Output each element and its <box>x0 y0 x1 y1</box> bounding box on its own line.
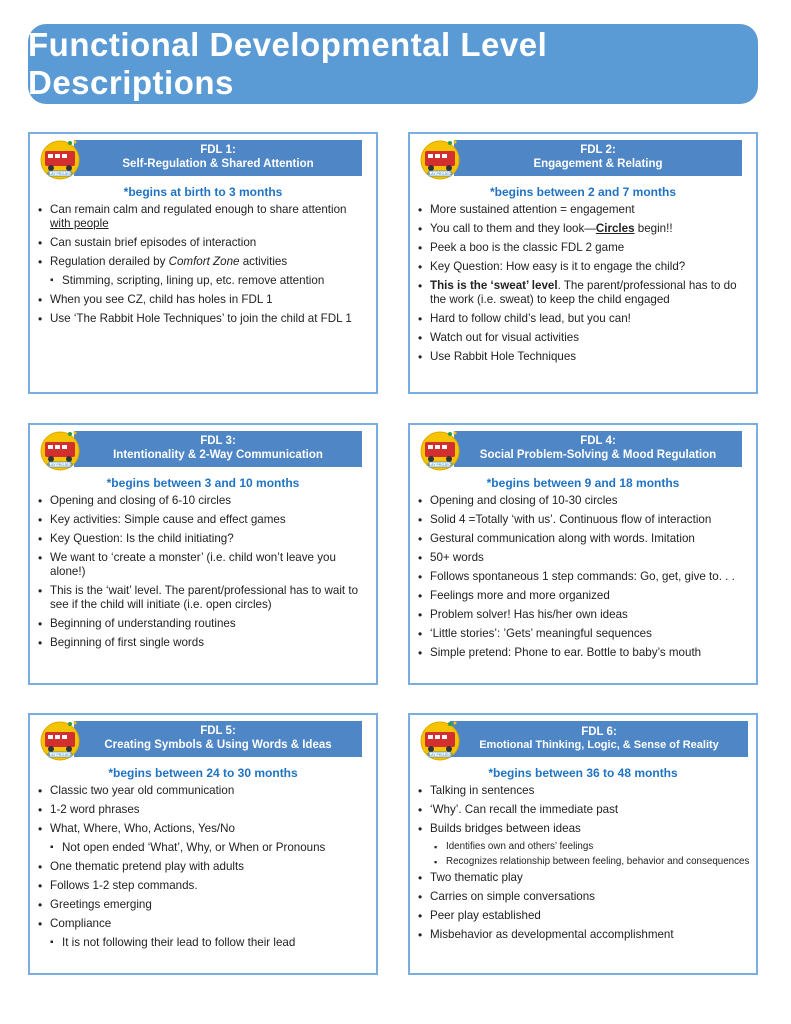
list-item: • Watch out for visual activities <box>416 331 750 345</box>
list-item: • Regulation derailed by Comfort Zone activities <box>36 255 370 269</box>
fdl-2-card <box>408 132 758 394</box>
list-item: • Carries on simple conversations <box>416 890 750 904</box>
card-title-band <box>454 431 742 467</box>
item-list <box>30 494 376 650</box>
list-item: • Key activities: Simple cause and effect games <box>36 513 370 527</box>
list-item: • Key Question: Is the child initiating? <box>36 532 370 546</box>
list-item: • More sustained attention = engagement <box>416 203 750 217</box>
fdl-6-card <box>408 713 758 975</box>
list-item: • Problem solver! Has his/her own ideas <box>416 608 750 622</box>
list-item: • This is the ‘sweat’ level. The parent/professional has to do the work (i.e. sweat) to keep the child engaged <box>416 279 750 307</box>
fdl-1-card <box>28 132 378 394</box>
card-header <box>30 425 376 473</box>
play-project-logo <box>36 717 84 761</box>
list-item: • Opening and closing of 10-30 circles <box>416 494 750 508</box>
begins-label: *begins between 9 and 18 months <box>486 476 680 490</box>
begins-label: *begins at birth to 3 months <box>123 185 283 199</box>
list-item: • Gestural communication along with words. Imitation <box>416 532 750 546</box>
list-item: • Two thematic play <box>416 871 750 885</box>
list-item: ▪ Identifies own and others’ feelings <box>416 841 750 853</box>
level-name: Intentionality & 2-Way Communication <box>113 449 323 461</box>
list-item: ▪ It is not following their lead to follow their lead <box>36 936 370 950</box>
list-item: • Beginning of first single words <box>36 636 370 650</box>
list-item: • We want to ‘create a monster’ (i.e. child won’t leave you alone!) <box>36 551 370 579</box>
item-list <box>30 784 376 950</box>
item-list <box>410 784 756 942</box>
list-item: • Opening and closing of 6-10 circles <box>36 494 370 508</box>
level-name: Emotional Thinking, Logic, & Sense of Reality <box>479 739 719 752</box>
list-item: • Beginning of understanding routines <box>36 617 370 631</box>
logo-text: PLAY PROJECT <box>426 463 454 467</box>
list-item: • ‘Why’. Can recall the immediate past <box>416 803 750 817</box>
begins-label: *begins between 24 to 30 months <box>108 766 298 780</box>
level-name: Engagement & Relating <box>533 158 663 170</box>
fdl-3-card <box>28 423 378 685</box>
level-label: FDL 4: <box>580 435 616 448</box>
card-header <box>30 134 376 182</box>
page-title: Functional Developmental Level Descriptions <box>28 26 548 101</box>
logo-text: PLAY PROJECT <box>46 753 74 757</box>
list-item: • Hard to follow child’s lead, but you can! <box>416 312 750 326</box>
list-item: ▪ Stimming, scripting, lining up, etc. remove attention <box>36 274 370 288</box>
list-item: • Follows 1-2 step commands. <box>36 879 370 893</box>
level-label: FDL 6: <box>581 725 617 738</box>
level-label: FDL 5: <box>200 725 236 738</box>
card-title-band <box>74 140 362 176</box>
list-item: • Simple pretend: Phone to ear. Bottle to baby’s mouth <box>416 646 750 660</box>
play-project-logo <box>416 427 464 471</box>
list-item: • This is the ‘wait’ level. The parent/professional has to wait to see if the child will initiate (i.e. open circles) <box>36 584 370 612</box>
item-list <box>410 494 756 660</box>
play-project-logo <box>416 136 464 180</box>
list-item: • 50+ words <box>416 551 750 565</box>
item-list <box>410 203 756 364</box>
logo-text: PLAY PROJECT <box>426 172 454 176</box>
card-title-band <box>74 721 362 757</box>
list-item: • Compliance <box>36 917 370 931</box>
list-item: • 1-2 word phrases <box>36 803 370 817</box>
list-item: • One thematic pretend play with adults <box>36 860 370 874</box>
card-title-band <box>74 431 362 467</box>
level-label: FDL 2: <box>580 144 616 157</box>
list-item: • ‘Little stories’: ’Gets’ meaningful sequences <box>416 627 750 641</box>
logo-text: PLAY PROJECT <box>46 463 74 467</box>
list-item: • Feelings more and more organized <box>416 589 750 603</box>
item-list <box>30 203 376 326</box>
card-header <box>410 715 756 763</box>
card-header <box>30 715 376 763</box>
list-item: • Use ‘The Rabbit Hole Techniques’ to join the child at FDL 1 <box>36 312 370 326</box>
list-item: • Can remain calm and regulated enough to share attention with people <box>36 203 370 231</box>
list-item: • What, Where, Who, Actions, Yes/No <box>36 822 370 836</box>
logo-text: PLAY PROJECT <box>426 753 454 757</box>
list-item: • Peer play established <box>416 909 750 923</box>
card-title-band <box>454 140 742 176</box>
list-item: • Peek a boo is the classic FDL 2 game <box>416 241 750 255</box>
level-name: Self-Regulation & Shared Attention <box>122 158 314 170</box>
list-item: ▪ Not open ended ‘What’, Why, or When or Pronouns <box>36 841 370 855</box>
begins-label: *begins between 2 and 7 months <box>489 185 677 199</box>
play-project-logo <box>36 136 84 180</box>
list-item: • Can sustain brief episodes of interaction <box>36 236 370 250</box>
list-item: ▪ Recognizes relationship between feeling, behavior and consequences <box>416 856 750 868</box>
list-item: • Builds bridges between ideas <box>416 822 750 836</box>
list-item: • Talking in sentences <box>416 784 750 798</box>
begins-label: *begins between 36 to 48 months <box>488 766 678 780</box>
fdl-5-card <box>28 713 378 975</box>
level-label: FDL 3: <box>200 435 236 448</box>
card-header <box>410 134 756 182</box>
level-label: FDL 1: <box>200 144 236 157</box>
list-item: • Follows spontaneous 1 step commands: Go, get, give to. . . <box>416 570 750 584</box>
begins-label: *begins between 3 and 10 months <box>106 476 300 490</box>
list-item: • Misbehavior as developmental accomplishment <box>416 928 750 942</box>
list-item: • When you see CZ, child has holes in FDL 1 <box>36 293 370 307</box>
card-header <box>410 425 756 473</box>
list-item: • Classic two year old communication <box>36 784 370 798</box>
play-project-logo <box>36 427 84 471</box>
card-title-band <box>450 721 748 757</box>
logo-text: PLAY PROJECT <box>46 172 74 176</box>
play-project-logo <box>416 717 464 761</box>
list-item: • You call to them and they look—Circles begin!! <box>416 222 750 236</box>
list-item: • Key Question: How easy is it to engage the child? <box>416 260 750 274</box>
fdl-4-card <box>408 423 758 685</box>
list-item: • Greetings emerging <box>36 898 370 912</box>
list-item: • Solid 4 =Totally ‘with us’. Continuous flow of interaction <box>416 513 750 527</box>
title-banner <box>28 24 758 104</box>
level-name: Social Problem-Solving & Mood Regulation <box>479 449 717 461</box>
list-item: • Use Rabbit Hole Techniques <box>416 350 750 364</box>
level-name: Creating Symbols & Using Words & Ideas <box>104 739 332 751</box>
